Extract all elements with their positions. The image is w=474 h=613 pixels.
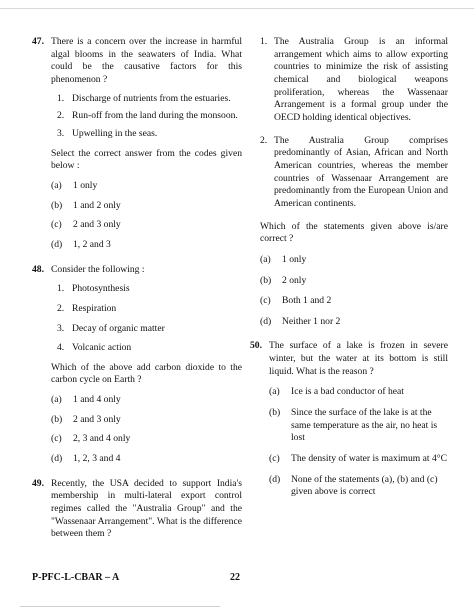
option-label: (a) [51, 394, 62, 406]
instruction-text: Select the correct answer from the codes given below : [51, 147, 242, 172]
list-item [57, 323, 242, 336]
option-text: 1, 2 and 3 [73, 238, 111, 250]
booklet-code: P-PFC-L-CBAR – A [32, 572, 120, 583]
option-text: 2, 3 and 4 only [73, 433, 131, 445]
option-b[interactable] [51, 200, 242, 213]
option-text: Since the surface of the lake is at the same temperature as the air, no heat is lost [291, 407, 438, 444]
list-item [57, 283, 242, 296]
question-stem: Recently, the USA decided to support India's membership in multi-lateral export control regimes called the "Australia Group" and the "Wassenaar Arrangement". What is the difference between them ? [51, 477, 242, 540]
question-stem: Consider the following : [51, 263, 145, 275]
statement-text: The Australia Group is an informal arrangement which aims to allow exporting countries to minimize the risk of assisting chemical and biological weapons proliferation, whereas the Wassenaar Arrangement is a formal group under the OECD holding identical objectives. [274, 36, 448, 123]
question-stem: The surface of a lake is frozen in severe winter, but the water at its bottom is still liquid. What is the reason ? [269, 340, 448, 377]
option-text: The density of water is maximum at 4°C [291, 453, 447, 465]
item-text: Discharge of nutrients from the estuaries. [72, 92, 231, 104]
statement-1 [260, 36, 448, 125]
option-label: (c) [269, 453, 280, 465]
option-text: 2 only [282, 274, 307, 286]
left-column [32, 36, 242, 541]
question-49 [32, 478, 242, 541]
item-number: 2. [57, 110, 65, 122]
question-number: 48. [32, 263, 44, 275]
option-text: 1, 2, 3 and 4 [73, 453, 121, 465]
option-text: 1 only [73, 179, 98, 191]
list-item [57, 342, 242, 355]
option-b[interactable] [51, 414, 242, 427]
statement-number: 2. [260, 134, 268, 146]
option-label: (b) [260, 274, 272, 286]
statement-2 [260, 135, 448, 211]
item-text: Volcanic action [72, 342, 132, 354]
option-d[interactable] [51, 453, 242, 466]
item-text: Decay of organic matter [72, 322, 165, 334]
page-number: 22 [230, 572, 240, 583]
question-50 [250, 340, 448, 499]
question-text: Which of the statements given above is/are correct ? [260, 220, 448, 245]
option-text: Ice is a bad conductor of heat [291, 386, 404, 398]
statement-text: The Australia Group comprises predominantly of Asian, African and North American countries, whereas the member countries of Wassenaar Arrangement are predominantly from the European Union and American continents. [274, 134, 448, 209]
option-text: 1 and 4 only [73, 394, 121, 406]
question-stem: There is a concern over the increase in harmful algal blooms in the seawaters of India. What could be the causative factors for this phenomenon ? [51, 36, 242, 85]
list-item [57, 93, 242, 106]
option-label: (b) [51, 413, 63, 425]
item-text: Upwelling in the seas. [72, 127, 158, 139]
question-48 [32, 264, 242, 466]
option-a[interactable] [51, 180, 242, 193]
option-label: (c) [51, 219, 62, 231]
option-label: (c) [260, 295, 271, 307]
option-text: 2 and 3 only [73, 413, 121, 425]
item-number: 4. [57, 342, 65, 354]
option-d[interactable] [269, 474, 448, 499]
option-d[interactable] [260, 316, 448, 329]
bottom-rule [20, 606, 220, 607]
option-b[interactable] [260, 275, 448, 288]
option-c[interactable] [269, 453, 448, 466]
list-item [57, 303, 242, 316]
option-b[interactable] [269, 407, 448, 445]
option-c[interactable] [51, 219, 242, 232]
option-label: (d) [51, 453, 63, 465]
option-d[interactable] [51, 239, 242, 252]
option-label: (b) [51, 199, 63, 211]
option-c[interactable] [51, 433, 242, 446]
right-column [250, 36, 448, 499]
question-number: 47. [32, 36, 44, 47]
list-item [57, 110, 242, 123]
item-text: Respiration [72, 302, 117, 314]
question-47 [32, 36, 242, 252]
option-a[interactable] [269, 386, 448, 399]
option-label: (c) [51, 433, 62, 445]
option-text: 1 only [282, 253, 307, 265]
option-c[interactable] [260, 295, 448, 308]
item-number: 1. [57, 283, 65, 295]
option-label: (a) [269, 386, 280, 398]
option-text: None of the statements (a), (b) and (c) given above is correct [291, 473, 438, 498]
item-number: 1. [57, 92, 65, 104]
question-number: 50. [250, 340, 262, 352]
option-text: 1 and 2 only [73, 199, 121, 211]
item-number: 3. [57, 127, 65, 139]
option-label: (b) [269, 407, 281, 419]
option-label: (a) [260, 253, 271, 265]
option-label: (a) [51, 179, 62, 191]
list-item [57, 128, 242, 141]
option-label: (d) [260, 315, 272, 327]
question-number: 49. [32, 477, 44, 489]
option-label: (d) [51, 238, 63, 250]
item-text: Photosynthesis [72, 283, 130, 295]
item-number: 3. [57, 322, 65, 334]
option-text: 2 and 3 only [73, 219, 121, 231]
statement-number: 1. [260, 36, 268, 47]
option-a[interactable] [51, 394, 242, 407]
option-a[interactable] [260, 254, 448, 267]
question-text: Which of the above add carbon dioxide to the carbon cycle on Earth ? [51, 361, 242, 386]
option-text: Both 1 and 2 [282, 295, 332, 307]
item-text: Run-off from the land during the monsoon. [72, 110, 238, 122]
item-number: 2. [57, 302, 65, 314]
top-rule [0, 8, 474, 9]
option-text: Neither 1 nor 2 [282, 315, 341, 327]
option-label: (d) [269, 473, 281, 485]
